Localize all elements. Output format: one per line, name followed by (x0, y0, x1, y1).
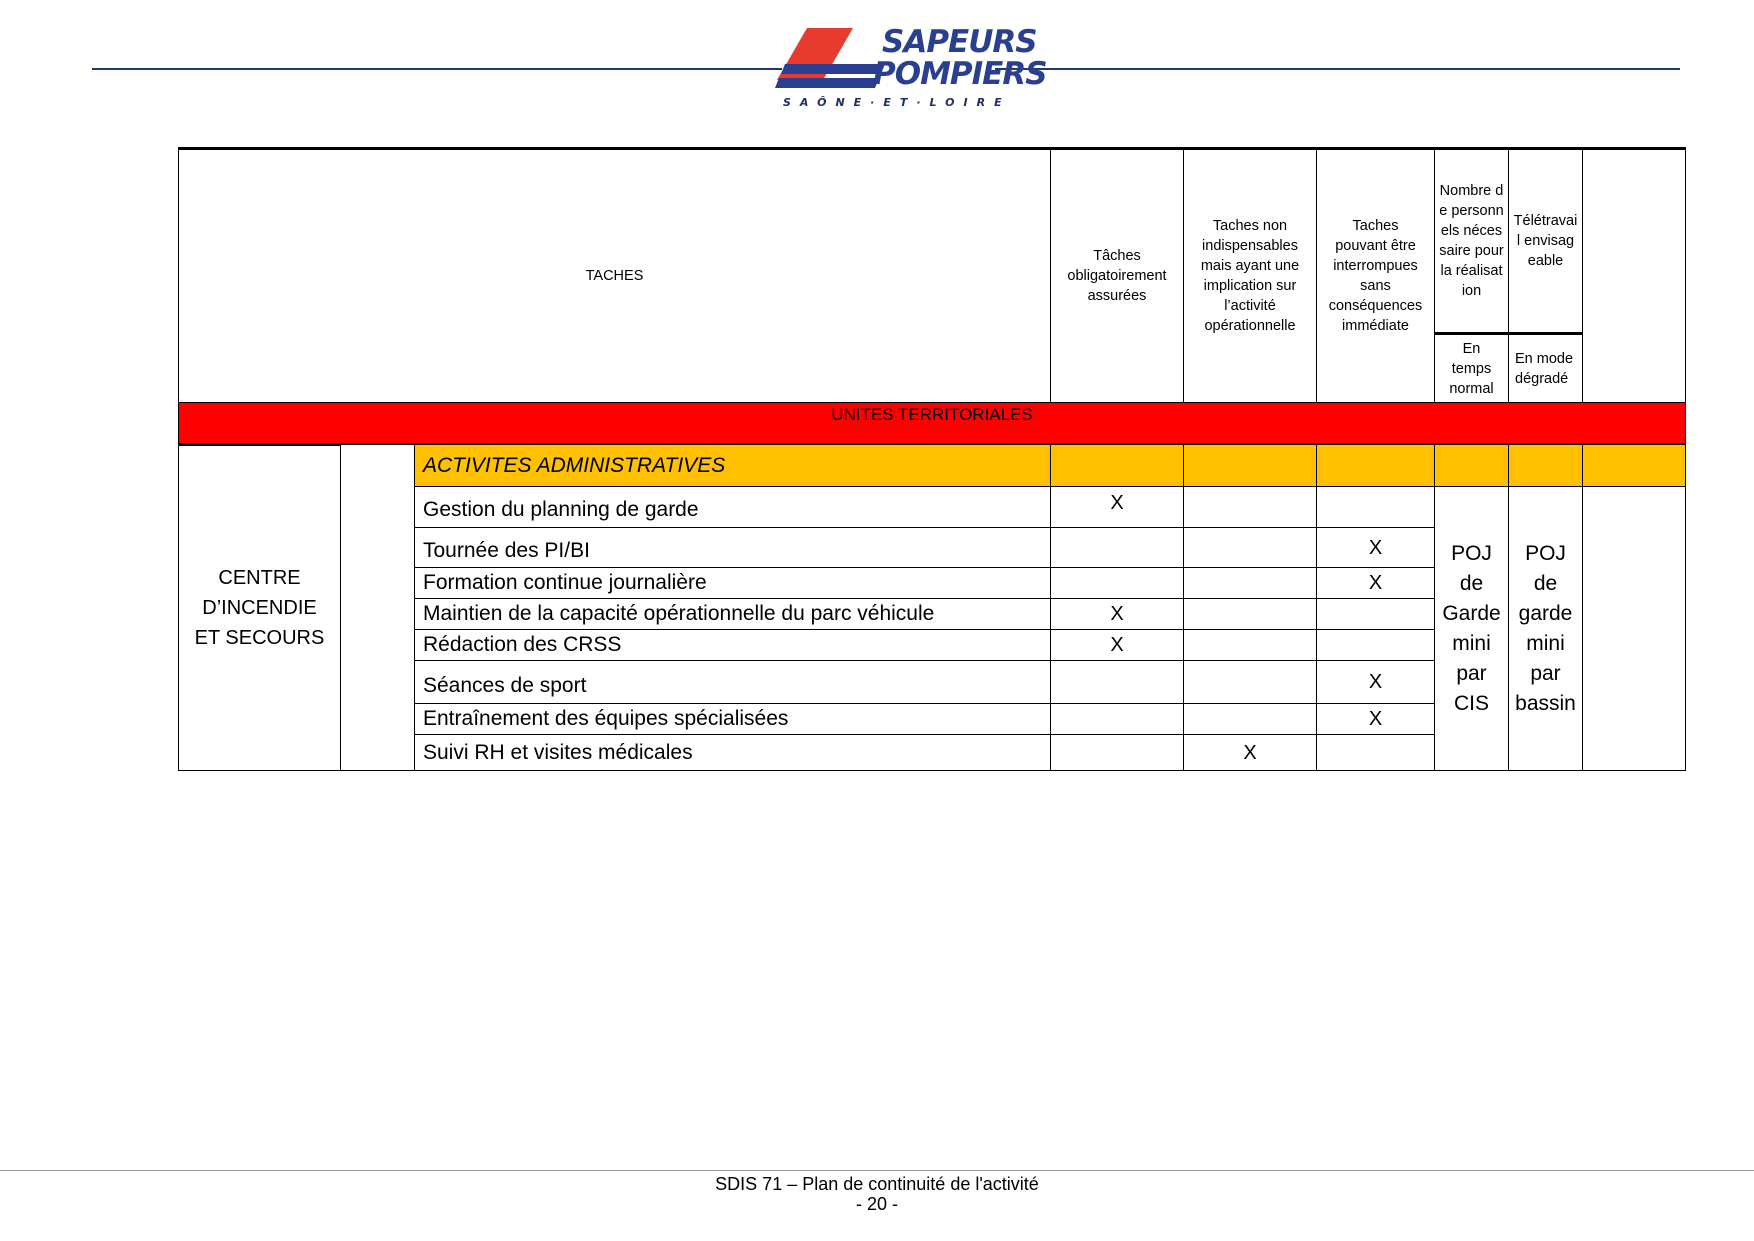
subsection-cell-empty (1582, 444, 1686, 487)
subsection-activites-administratives (414, 444, 1051, 487)
header-non-indispensables: Taches non indispensables mais ayant une implication sur l’activité opérationnelle (1183, 147, 1317, 403)
mark-obligatoire: X (1050, 486, 1184, 528)
task-cell: Suivi RH et visites médicales (414, 734, 1051, 771)
mark-non-indispensable (1183, 567, 1317, 599)
mark-obligatoire (1050, 660, 1184, 704)
logo-subtitle: SAÔNE·ET·LOIRE (783, 96, 1011, 109)
mark-interrompue (1316, 629, 1435, 661)
mark-interrompue: X (1316, 660, 1435, 704)
poj-temps-normal: POJ de Garde mini par CIS (1434, 486, 1509, 771)
header-line-right (995, 68, 1680, 70)
subsection-cell-non-indispensable (1183, 444, 1317, 487)
header-mode-degrade: En mode dégradé (1508, 334, 1583, 403)
subsection-cell-interrompue (1316, 444, 1435, 487)
mark-obligatoire (1050, 527, 1184, 568)
mark-non-indispensable (1183, 598, 1317, 630)
mark-non-indispensable (1183, 527, 1317, 568)
mark-obligatoire (1050, 734, 1184, 771)
footer-title: SDIS 71 – Plan de continuité de l'activité (715, 1174, 1039, 1194)
logo-line1: SAPEURS (882, 24, 1037, 60)
mark-obligatoire: X (1050, 598, 1184, 630)
task-cell: Formation continue journalière (414, 567, 1051, 599)
mark-obligatoire: X (1050, 629, 1184, 661)
empty-column (1582, 486, 1686, 771)
subsection-cell-normal (1434, 444, 1509, 487)
mark-obligatoire (1050, 567, 1184, 599)
subsection-cell-obligatoire (1050, 444, 1184, 487)
header-empty (1582, 147, 1686, 403)
page-footer (0, 1174, 1754, 1214)
unit-centre-incendie-secours: CENTRE D’INCENDIE ET SECOURS (178, 444, 341, 771)
mark-interrompue (1316, 598, 1435, 630)
header-obligatoires: Tâches obligatoirement assurées (1050, 147, 1184, 403)
mark-interrompue (1316, 486, 1435, 528)
header-interrompues: Taches pouvant être interrompues sans conséquences immédiate (1316, 147, 1435, 403)
mark-interrompue (1316, 734, 1435, 771)
mark-non-indispensable (1183, 486, 1317, 528)
task-cell: Séances de sport (414, 660, 1051, 704)
subsection-cell-degrade (1508, 444, 1583, 487)
unit-spacer (340, 444, 415, 771)
poj-mode-degrade: POJ de garde mini par bassin (1508, 486, 1583, 771)
sapeurs-pompiers-logo (775, 22, 1047, 114)
mark-non-indispensable (1183, 629, 1317, 661)
task-cell: Rédaction des CRSS (414, 629, 1051, 661)
logo-line2: POMPIERS (873, 56, 1047, 92)
mark-interrompue: X (1316, 703, 1435, 735)
header-line-left (92, 68, 782, 70)
task-cell: Maintien de la capacité opérationnelle du parc véhicule (414, 598, 1051, 630)
continuity-table (178, 147, 1686, 771)
header-teletravail: Télétravail envisageable (1508, 147, 1583, 335)
header-taches: TACHES (178, 147, 1051, 403)
section-unites-territoriales: UNITES TERRITORIALES (178, 402, 1686, 444)
task-cell: Tournée des PI/BI (414, 527, 1051, 568)
footer-page-number: - 20 - (855, 1194, 898, 1214)
task-cell: Entraînement des équipes spécialisées (414, 703, 1051, 735)
mark-interrompue: X (1316, 567, 1435, 599)
mark-non-indispensable (1183, 703, 1317, 735)
mark-interrompue: X (1316, 527, 1435, 568)
mark-non-indispensable (1183, 660, 1317, 704)
task-cell: Gestion du planning de garde (414, 486, 1051, 528)
mark-non-indispensable: X (1183, 734, 1317, 771)
footer-line (0, 1170, 1754, 1171)
header-nombre-personnels: Nombre de personnels nécessaire pour la réalisation (1434, 147, 1509, 335)
header-temps-normal: En temps normal (1434, 334, 1509, 403)
subsection-title: ACTIVITES ADMINISTRATIVES (423, 453, 726, 477)
mark-obligatoire (1050, 703, 1184, 735)
